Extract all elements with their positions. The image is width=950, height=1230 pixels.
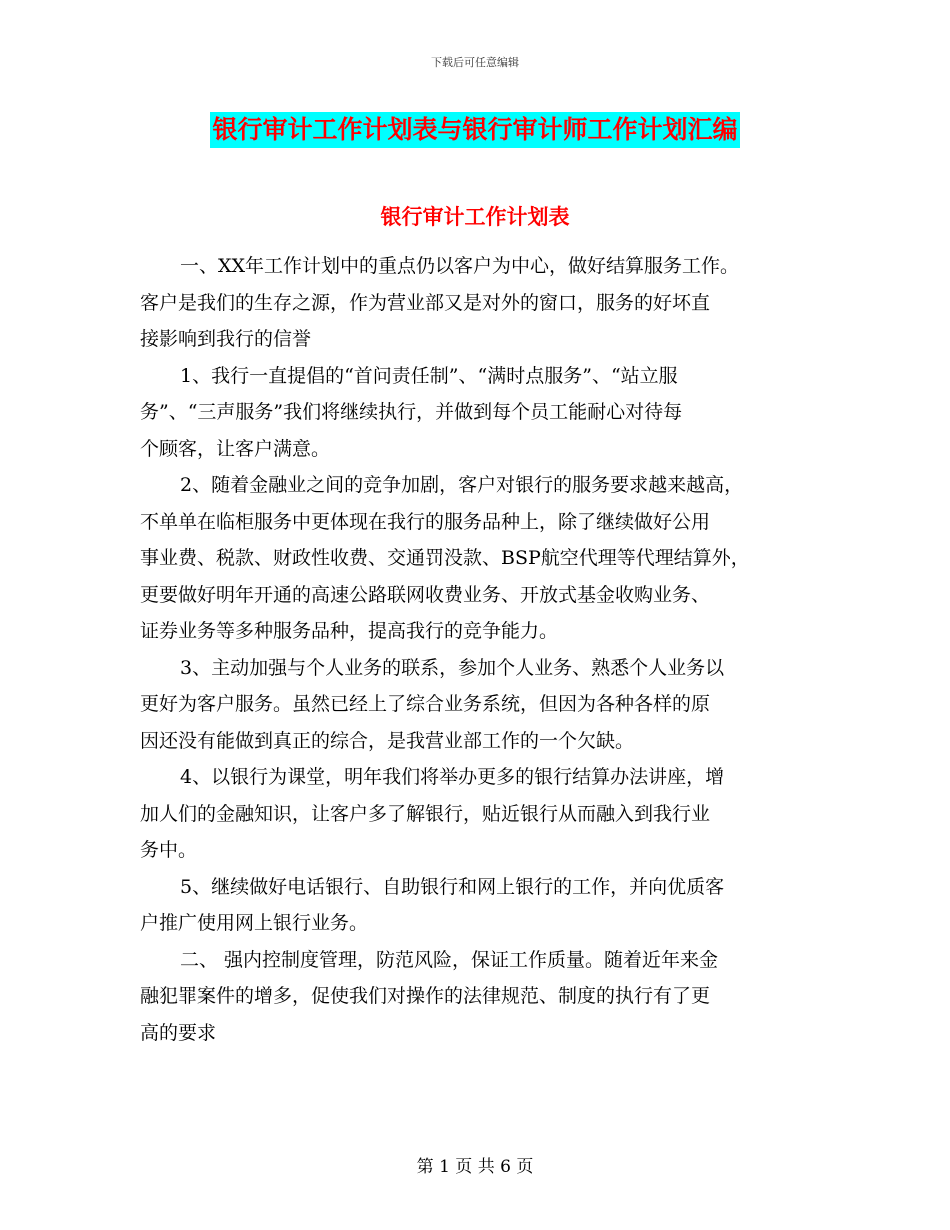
paragraph: [140, 650, 830, 760]
paragraph-line: 5、继续做好电话银行、自助银行和网上银行的工作，并向优质客: [180, 875, 725, 898]
paragraph-line: 户推广使用网上银行业务。: [140, 912, 369, 934]
paragraph: [140, 248, 830, 358]
paragraph: [140, 358, 830, 468]
paragraph-line: 接影响到我行的信誉: [140, 328, 312, 350]
paragraph-line: 因还没有能做到真正的综合，是我营业部工作的一个欠缺。: [140, 729, 635, 752]
paragraph-line: 二、 强内控制度管理，防范风险，保证工作质量。随着近年来金: [180, 948, 719, 971]
paragraph-line: 事业费、税款、财政性收费、交通罚没款、BSP航空代理等代理结算外，: [140, 547, 750, 569]
paragraph: [140, 467, 830, 650]
paragraph-line: 不单单在临柜服务中更体现在我行的服务品种上，除了继续做好公用: [140, 510, 711, 533]
paragraph-line: 个顾客，让客户满意。: [140, 437, 331, 460]
paragraph-line: 加人们的金融知识，让客户多了解银行，贴近银行从而融入到我行业: [140, 802, 711, 825]
paragraph-line: 更好为客户服务。虽然已经上了综合业务系统，但因为各种各样的原: [140, 693, 711, 715]
section-title: 银行审计工作计划表: [380, 204, 570, 229]
header-note: 下载后可任意编辑: [431, 56, 519, 69]
paragraph-line: 一、XX年工作计划中的重点仍以客户为中心，做好结算服务工作。: [180, 255, 740, 277]
document-title-container: [0, 112, 950, 148]
paragraph-line: 2、随着金融业之间的竞争加剧，客户对银行的服务要求越来越高，: [180, 474, 744, 496]
page-number: 第 1 页 共 6 页: [416, 1157, 534, 1177]
paragraph: [140, 869, 830, 942]
paragraph-line: 高的要求: [140, 1021, 217, 1044]
document-title: 银行审计工作计划表与银行审计师工作计划汇编: [210, 112, 739, 148]
paragraph-line: 1、我行一直提倡的“首问责任制”、“满时点服务”、“站立服: [180, 364, 678, 387]
paragraph: [140, 942, 830, 1052]
paragraph-line: 务”、“三声服务”我们将继续执行，并做到每个员工能耐心对待每: [140, 401, 683, 423]
paragraph-line: 务中。: [140, 839, 198, 861]
paragraph-line: 更要做好明年开通的高速公路联网收费业务、开放式基金收购业务、: [140, 583, 711, 606]
paragraph-line: 4、以银行为课堂，明年我们将举办更多的银行结算办法讲座，增: [180, 766, 725, 788]
paragraph-line: 客户是我们的生存之源，作为营业部又是对外的窗口，服务的好坏直: [140, 291, 711, 314]
paragraph-line: 3、主动加强与个人业务的联系，参加个人业务、熟悉个人业务以: [180, 656, 725, 679]
paragraph: [140, 759, 830, 869]
paragraph-line: 融犯罪案件的增多，促使我们对操作的法律规范、制度的执行有了更: [140, 985, 711, 1007]
document-body: [140, 248, 830, 1051]
paragraph-line: 证券业务等多种服务品种，提高我行的竞争能力。: [140, 620, 559, 642]
